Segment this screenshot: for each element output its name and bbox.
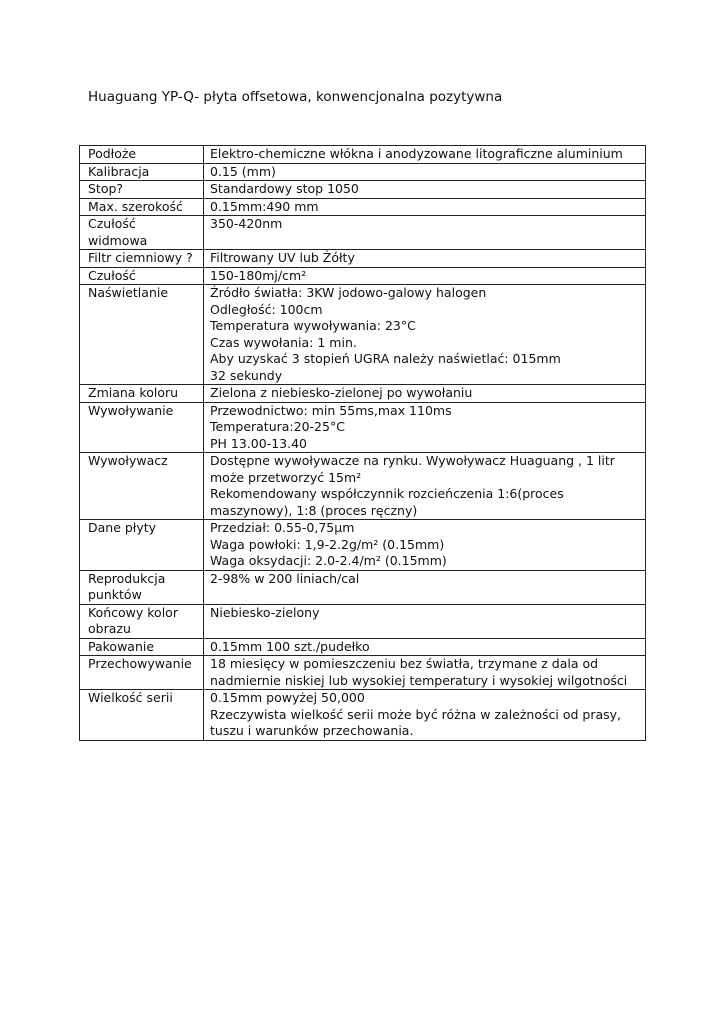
row-label-cell [80, 181, 204, 199]
row-label-cell [80, 453, 204, 520]
table-row [80, 216, 646, 250]
row-value-cell [204, 385, 646, 403]
row-value-cell [204, 520, 646, 571]
row-label: Stop? [88, 181, 124, 196]
row-value-line: 0.15 (mm) [210, 163, 276, 179]
row-value-line: Czas wywołania: 1 min. [210, 334, 357, 350]
row-value-line: 0.15mm 100 szt./pudełko [210, 638, 370, 654]
row-label: Czułość widmowa [88, 216, 148, 248]
row-label: Zmiana koloru [88, 385, 179, 400]
row-value-line: Rekomendowany współczynnik rozcieńczenia 1:6(proces maszynowy), 1:8 (proces ręczny) [210, 486, 564, 518]
table-row [80, 690, 646, 741]
table-row [80, 163, 646, 181]
table-row [80, 198, 646, 216]
row-label: Wywoływacz [88, 453, 168, 468]
row-label-cell [80, 146, 204, 164]
table-row [80, 402, 646, 453]
row-value-line: 150-180mj/cm² [210, 267, 307, 283]
row-value-line: PH 13.00-13.40 [210, 435, 307, 451]
row-label: Naświetlanie [88, 285, 169, 300]
table-row [80, 385, 646, 403]
row-label-cell [80, 285, 204, 385]
row-value-cell [204, 216, 646, 250]
row-value-cell [204, 181, 646, 199]
row-value-line: Temperatura:20-25°C [210, 419, 345, 434]
table-row [80, 638, 646, 656]
row-label: Kalibracja [88, 163, 150, 179]
row-label: Czułość [88, 267, 136, 283]
row-value-cell [204, 198, 646, 216]
row-label-cell [80, 163, 204, 181]
row-value-cell [204, 267, 646, 285]
row-value-line: Zielona z niebiesko-zielonej po wywołaniu [210, 385, 473, 400]
table-row [80, 267, 646, 285]
row-label-cell [80, 638, 204, 656]
row-label-cell [80, 250, 204, 268]
row-value-cell [204, 250, 646, 268]
row-value-line: 350-420nm [210, 216, 283, 231]
row-label: Końcowy kolor obrazu [88, 604, 178, 636]
row-value-cell [204, 656, 646, 690]
table-row [80, 453, 646, 520]
table-row [80, 656, 646, 690]
table-row [80, 520, 646, 571]
row-label-cell [80, 385, 204, 403]
row-value-line: Niebiesko-zielony [210, 604, 320, 620]
row-label-cell [80, 690, 204, 741]
row-label: Wywoływanie [88, 402, 174, 418]
row-value-cell [204, 453, 646, 520]
table-row [80, 604, 646, 638]
row-label: Przechowywanie [88, 656, 192, 671]
table-row [80, 285, 646, 385]
row-label-cell [80, 198, 204, 216]
row-value-line: Źródło światła: 3KW jodowo-galowy halogen [210, 285, 487, 300]
row-label-cell [80, 520, 204, 571]
row-value-cell [204, 146, 646, 164]
row-value-cell [204, 604, 646, 638]
row-value-line: Odległość: 100cm [210, 301, 323, 317]
row-label: Pakowanie [88, 638, 155, 654]
row-value-cell [204, 285, 646, 385]
row-value-line: Temperatura wywoływania: 23°C [210, 318, 416, 333]
row-label-cell [80, 604, 204, 638]
row-value-line: Aby uzyskać 3 stopień UGRA należy naświetlać: 015mm [210, 351, 561, 366]
row-label: Reprodukcja punktów [88, 570, 166, 602]
row-value-line: Przewodnictwo: min 55ms,max 110ms [210, 402, 452, 418]
row-label: Filtr ciemniowy ? [88, 250, 193, 265]
row-label-cell [80, 267, 204, 285]
row-value-line: Dostępne wywoływacze na rynku. Wywoływacz Huaguang , 1 litr może przetworzyć 15m² [210, 453, 615, 485]
row-value-line: Waga oksydacji: 2.0-2.4/m² (0.15mm) [210, 553, 447, 568]
table-row [80, 570, 646, 604]
row-label: Podłoże [88, 146, 137, 161]
row-label-cell [80, 216, 204, 250]
row-value-line: Waga powłoki: 1,9-2.2g/m² (0.15mm) [210, 536, 445, 552]
table-row [80, 250, 646, 268]
table-row [80, 146, 646, 164]
row-label-cell [80, 402, 204, 453]
row-label: Dane płyty [88, 520, 157, 535]
row-value-line: Rzeczywista wielkość serii może być różna w zależności od prasy, tuszu i warunków przechowania. [210, 706, 622, 738]
row-value-line: Elektro-chemiczne włókna i anodyzowane litograficzne aluminium [210, 146, 623, 161]
row-value-line: Standardowy stop 1050 [210, 181, 359, 196]
row-value-line: 2-98% w 200 liniach/cal [210, 570, 360, 586]
row-value-line: 18 miesięcy w pomieszczeniu bez światła, trzymane z dala od nadmiernie niskiej lub wysokiej temperatury i wysokiej wilgotności [210, 656, 628, 688]
row-value-line: Przedział: 0.55-0,75μm [210, 520, 355, 535]
row-value-cell [204, 570, 646, 604]
row-value-cell [204, 402, 646, 453]
row-value-line: 0.15mm powyżej 50,000 [210, 690, 365, 705]
row-label-cell [80, 656, 204, 690]
row-value-cell [204, 638, 646, 656]
row-label-cell [80, 570, 204, 604]
row-value-line: Filtrowany UV lub Żółty [210, 250, 355, 265]
row-value-cell [204, 163, 646, 181]
row-value-cell [204, 690, 646, 741]
row-label: Max. szerokość [88, 198, 183, 214]
row-value-line: 0.15mm:490 mm [210, 198, 319, 214]
specification-table [79, 145, 646, 741]
row-label: Wielkość serii [88, 690, 173, 705]
row-value-line: 32 sekundy [210, 367, 283, 383]
document-title: Huaguang YP-Q- płyta offsetowa, konwencjonalna pozytywna [88, 89, 503, 105]
table-row [80, 181, 646, 199]
